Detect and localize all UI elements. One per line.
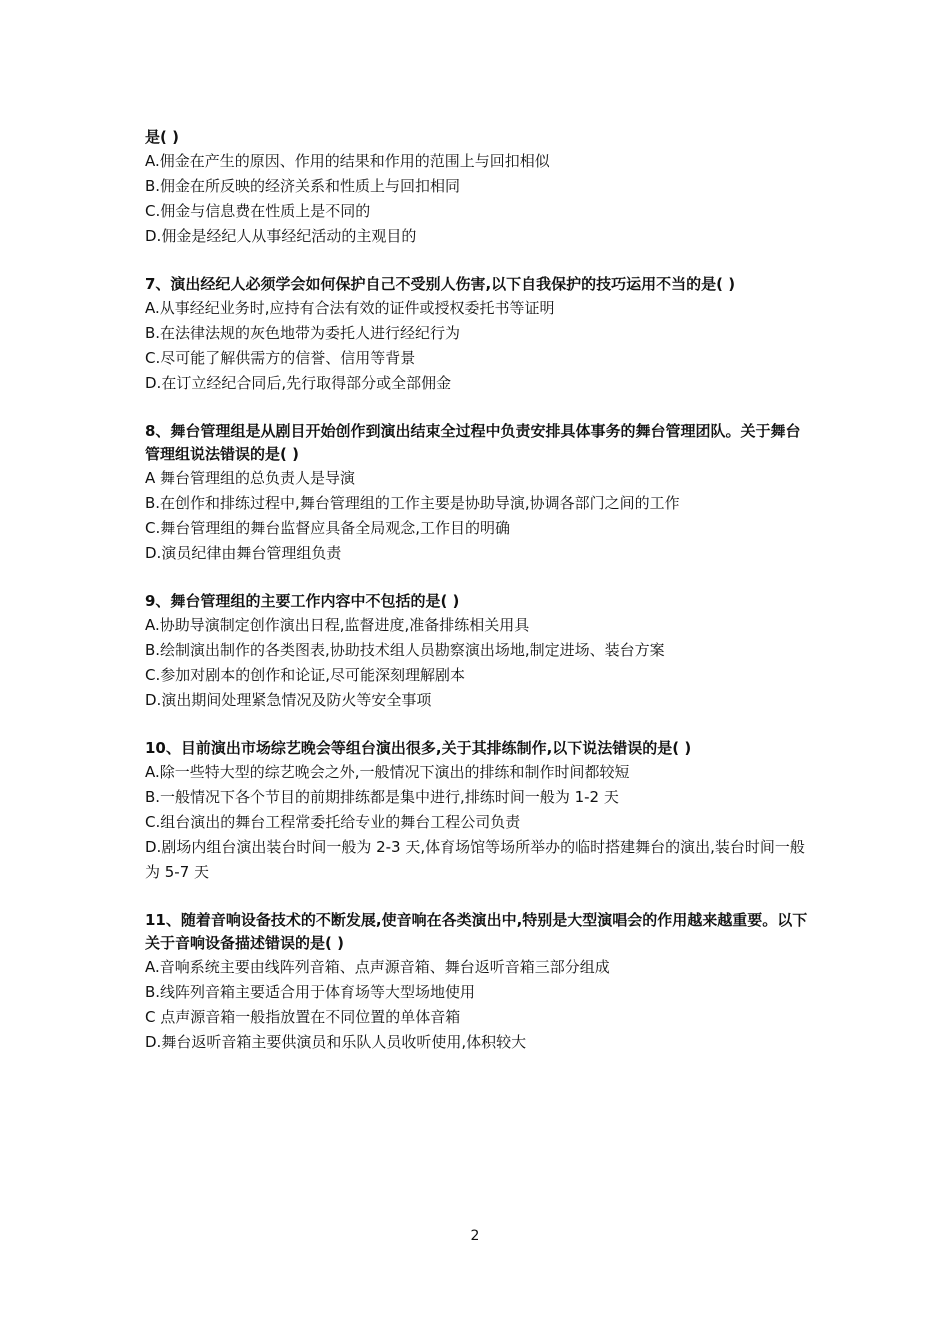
question-8	[145, 420, 813, 566]
option-d: D.佣金是经纪人从事经纪活动的主观目的	[145, 227, 417, 245]
question-title: 是( )	[145, 128, 179, 146]
option-d: D.在订立经纪合同后,先行取得部分或全部佣金	[145, 374, 452, 392]
option-c: C 点声源音箱一般指放置在不同位置的单体音箱	[145, 1008, 461, 1026]
option-d: D.剧场内组台演出装台时间一般为 2-3 天,体育场馆等场所举办的临时搭建舞台的演出,装台时间一般为 5-7 天	[145, 838, 805, 881]
option-a: A.佣金在产生的原因、作用的结果和作用的范围上与回扣相似	[145, 152, 550, 170]
question-6-continued	[145, 126, 813, 249]
question-title: 9、舞台管理组的主要工作内容中不包括的是( )	[145, 592, 460, 610]
option-c: C.佣金与信息费在性质上是不同的	[145, 202, 371, 220]
option-b: B.在法律法规的灰色地带为委托人进行经纪行为	[145, 324, 461, 342]
option-b: B.佣金在所反映的经济关系和性质上与回扣相同	[145, 177, 461, 195]
option-b: B.在创作和排练过程中,舞台管理组的工作主要是协助导演,协调各部门之间的工作	[145, 494, 680, 512]
option-d: D.舞台返听音箱主要供演员和乐队人员收听使用,体积较大	[145, 1033, 527, 1051]
question-7	[145, 273, 813, 396]
question-10	[145, 737, 813, 885]
option-d: D.演出期间处理紧急情况及防火等安全事项	[145, 691, 432, 709]
option-b: B.线阵列音箱主要适合用于体育场等大型场地使用	[145, 983, 476, 1001]
question-title: 11、随着音响设备技术的不断发展,使音响在各类演出中,特别是大型演唱会的作用越来越重要。以下关于音响设备描述错误的是( )	[145, 911, 808, 952]
option-c: C.参加对剧本的创作和论证,尽可能深刻理解剧本	[145, 666, 466, 684]
option-b: B.绘制演出制作的各类图表,协助技术组人员勘察演出场地,制定进场、装台方案	[145, 641, 665, 659]
option-a: A.协助导演制定创作演出日程,监督进度,准备排练相关用具	[145, 616, 530, 634]
question-title: 10、目前演出市场综艺晚会等组台演出很多,关于其排练制作,以下说法错误的是( )	[145, 739, 692, 757]
option-d: D.演员纪律由舞台管理组负责	[145, 544, 342, 562]
option-c: C.尽可能了解供需方的信誉、信用等背景	[145, 349, 416, 367]
option-a: A.从事经纪业务时,应持有合法有效的证件或授权委托书等证明	[145, 299, 555, 317]
option-b: B.一般情况下各个节目的前期排练都是集中进行,排练时间一般为 1-2 天	[145, 788, 619, 806]
option-a: A.除一些特大型的综艺晚会之外,一般情况下演出的排练和制作时间都较短	[145, 763, 630, 781]
option-a: A.音响系统主要由线阵列音箱、点声源音箱、舞台返听音箱三部分组成	[145, 958, 610, 976]
question-11	[145, 909, 813, 1055]
option-a: A 舞台管理组的总负责人是导演	[145, 469, 356, 487]
question-title: 7、演出经纪人必须学会如何保护自己不受别人伤害,以下自我保护的技巧运用不当的是( )	[145, 275, 736, 293]
question-title: 8、舞台管理组是从剧目开始创作到演出结束全过程中负责安排具体事务的舞台管理团队。关于舞台管理组说法错误的是( )	[145, 422, 801, 463]
page-number: 2	[470, 1228, 480, 1244]
question-9	[145, 590, 813, 713]
option-c: C.舞台管理组的舞台监督应具备全局观念,工作目的明确	[145, 519, 511, 537]
option-c: C.组台演出的舞台工程常委托给专业的舞台工程公司负责	[145, 813, 521, 831]
document-page	[145, 126, 813, 1079]
